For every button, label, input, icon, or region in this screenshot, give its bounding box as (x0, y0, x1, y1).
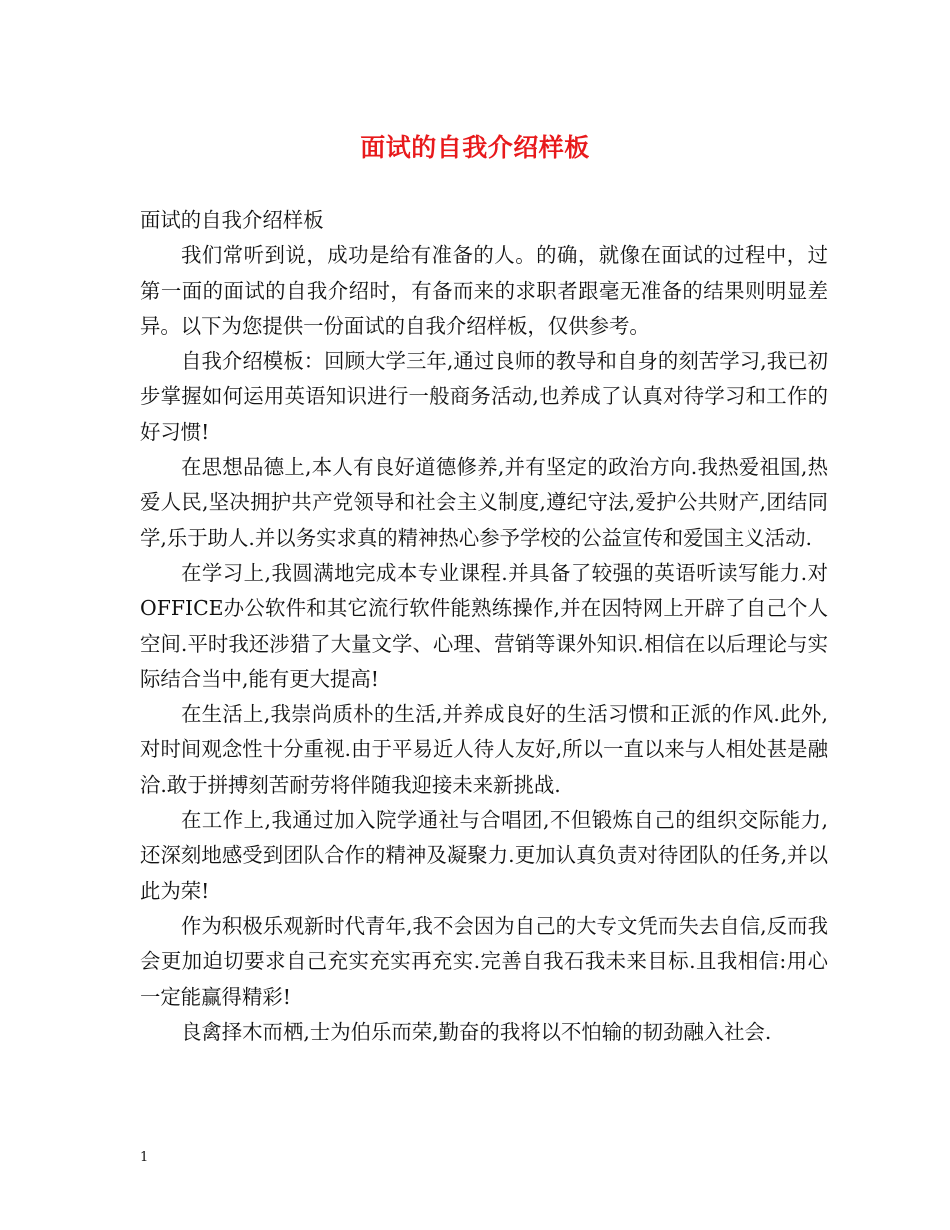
paragraph-life: 在生活上,我崇尚质朴的生活,并养成良好的生活习惯和正派的作风.此外,对时间观念性十分重视.由于平易近人待人友好,所以一直以来与人相处甚是融洽.敢于拼搏刻苦耐劳将伴随我迎接未来新挑战. (140, 702, 828, 797)
paragraph-morality: 在思想品德上,本人有良好道德修养,并有坚定的政治方向.我热爱祖国,热爱人民,坚决拥护共产党领导和社会主义制度,遵纪守法,爱护公共财产,团结同学,乐于助人.并以务实求真的精神热心参予学校的公益宣传和爱国主义活动. (140, 455, 828, 550)
paragraph-work: 在工作上,我通过加入院学通社与合唱团,不但锻炼自己的组织交际能力,还深刻地感受到团队合作的精神及凝聚力.更加认真负责对待团队的任务,并以此为荣! (140, 808, 828, 903)
paragraph-outlook: 作为积极乐观新时代青年,我不会因为自己的大专文凭而失去自信,反而我会更加迫切要求自己充实充实再充实.完善自我石我未来目标.且我相信:用心一定能赢得精彩! (140, 913, 828, 1009)
document-title: 面试的自我介绍样板 (360, 133, 590, 162)
paragraph-study: 在学习上,我圆满地完成本专业课程.并具备了较强的英语听读写能力.对OFFICE办公软件和其它流行软件能熟练操作,并在因特网上开辟了自己个人空间.平时我还涉猎了大量文学、心理、营销等课外知识.相信在以后理论与实际结合当中,能有更大提高! (140, 560, 828, 691)
body-heading: 面试的自我介绍样板 (140, 208, 324, 232)
page-number: 1 (140, 1150, 149, 1165)
paragraph-intro: 我们常听到说，成功是给有准备的人。的确，就像在面试的过程中，过第一面的面试的自我介绍时，有备而来的求职者跟毫无准备的结果则明显差异。以下为您提供一份面试的自我介绍样板，仅供参考。 (140, 243, 828, 338)
document-body (140, 203, 828, 1050)
paragraph-template: 自我介绍模板：回顾大学三年,通过良师的教导和自身的刻苦学习,我已初步掌握如何运用英语知识进行一般商务活动,也养成了认真对待学习和工作的好习惯! (140, 349, 828, 444)
paragraph-closing: 良禽择木而栖,士为伯乐而荣,勤奋的我将以不怕输的韧劲融入社会. (181, 1019, 772, 1044)
